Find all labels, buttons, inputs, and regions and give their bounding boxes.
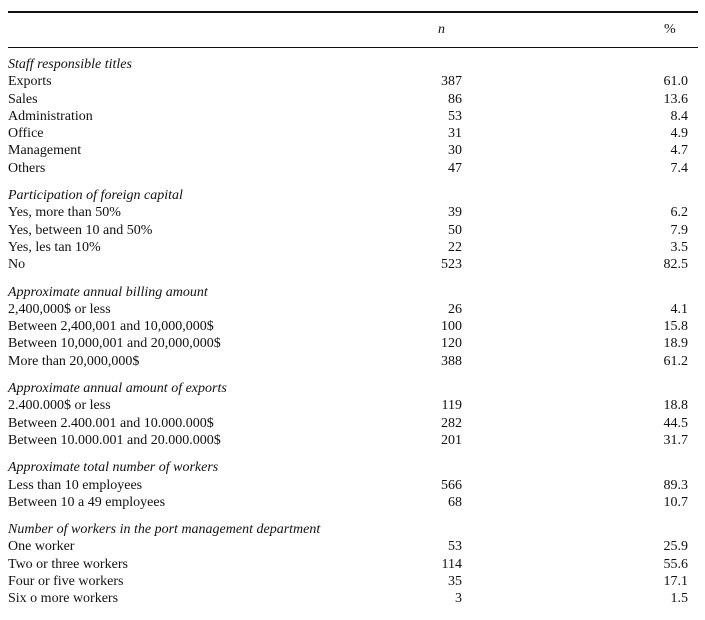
table-row <box>8 573 688 590</box>
table-row <box>8 222 688 239</box>
row-percent: 44.5 <box>663 415 688 431</box>
column-header-n: n <box>438 22 445 37</box>
row-label: Management <box>8 143 82 159</box>
section-title: Approximate total number of workers <box>8 460 219 476</box>
table-row <box>8 318 688 335</box>
table-section <box>8 380 688 449</box>
row-label: Four or five workers <box>8 574 124 590</box>
section-title: Staff responsible titles <box>8 57 132 72</box>
row-percent: 10.7 <box>663 494 688 510</box>
table-section <box>8 187 688 273</box>
row-count: 22 <box>448 239 462 255</box>
row-percent: 1.5 <box>670 591 688 607</box>
row-label: Between 10.000.001 and 20.000.000$ <box>8 432 221 448</box>
row-percent: 17.1 <box>663 574 688 590</box>
row-percent: 31.7 <box>663 432 688 448</box>
table-section <box>8 459 688 511</box>
row-percent: 4.1 <box>670 301 688 317</box>
row-label: Office <box>8 126 44 142</box>
table-row <box>8 91 688 108</box>
row-percent: 61.2 <box>663 353 688 369</box>
table-body <box>8 56 688 618</box>
column-header-percent: % <box>664 22 676 37</box>
row-label: Yes, between 10 and 50% <box>8 222 153 238</box>
row-label: 2,400,000$ or less <box>8 301 111 317</box>
table-row <box>8 477 688 494</box>
row-label: 2.400.000$ or less <box>8 398 111 414</box>
table-section <box>8 521 688 607</box>
row-percent: 7.4 <box>670 160 688 176</box>
row-count: 47 <box>448 160 462 176</box>
row-label: Between 2,400,001 and 10,000,000$ <box>8 319 214 335</box>
table-row <box>8 556 688 573</box>
table-row <box>8 538 688 555</box>
row-count: 201 <box>441 432 462 448</box>
row-label: Between 2.400.001 and 10.000.000$ <box>8 415 214 431</box>
table-row <box>8 160 688 177</box>
row-percent: 4.9 <box>670 126 688 142</box>
row-count: 388 <box>441 353 462 369</box>
row-percent: 55.6 <box>663 556 688 572</box>
table-row <box>8 432 688 449</box>
row-count: 53 <box>448 539 462 555</box>
row-count: 100 <box>441 319 462 335</box>
table-section <box>8 284 688 370</box>
row-percent: 4.7 <box>670 143 688 159</box>
row-count: 68 <box>448 494 462 510</box>
table-header-rule <box>8 47 698 48</box>
row-count: 119 <box>441 398 462 414</box>
row-count: 114 <box>441 556 462 572</box>
row-label: Less than 10 employees <box>8 477 143 493</box>
table-row <box>8 335 688 352</box>
row-count: 86 <box>448 91 462 107</box>
row-count: 35 <box>448 574 462 590</box>
row-count: 282 <box>441 415 462 431</box>
row-count: 50 <box>448 222 462 238</box>
table-row <box>8 415 688 432</box>
row-count: 387 <box>441 74 462 90</box>
section-title: Approximate annual amount of exports <box>8 381 227 397</box>
table-row <box>8 301 688 318</box>
table-row <box>8 590 688 607</box>
table-row <box>8 256 688 273</box>
row-count: 120 <box>441 336 462 352</box>
row-label: More than 20,000,000$ <box>8 353 140 369</box>
row-count: 31 <box>448 126 462 142</box>
row-count: 3 <box>455 591 462 607</box>
table-row <box>8 239 688 256</box>
table-row <box>8 73 688 90</box>
row-label: Administration <box>8 108 93 124</box>
row-count: 523 <box>441 257 462 273</box>
row-percent: 89.3 <box>663 477 688 493</box>
row-percent: 18.8 <box>663 398 688 414</box>
table-row <box>8 494 688 511</box>
section-title: Participation of foreign capital <box>8 188 183 204</box>
row-label: Yes, les tan 10% <box>8 239 101 255</box>
row-count: 26 <box>448 301 462 317</box>
table-row <box>8 142 688 159</box>
row-count: 30 <box>448 143 462 159</box>
row-percent: 6.2 <box>670 205 688 221</box>
row-label: No <box>8 257 26 273</box>
row-percent: 82.5 <box>663 257 688 273</box>
row-label: Two or three workers <box>8 556 128 572</box>
table-row <box>8 397 688 414</box>
row-count: 53 <box>448 108 462 124</box>
row-label: Sales <box>8 91 38 107</box>
section-title: Approximate annual billing amount <box>8 284 208 300</box>
table-row <box>8 125 688 142</box>
table-section <box>8 56 688 177</box>
section-title: Number of workers in the port management department <box>8 522 321 538</box>
row-percent: 61.0 <box>663 74 688 90</box>
table-row <box>8 353 688 370</box>
row-percent: 18.9 <box>663 336 688 352</box>
row-label: One worker <box>8 539 75 555</box>
row-count: 566 <box>441 477 462 493</box>
row-label: Six o more workers <box>8 591 119 607</box>
row-percent: 8.4 <box>670 108 688 124</box>
row-label: Between 10,000,001 and 20,000,000$ <box>8 336 221 352</box>
table-row <box>8 204 688 221</box>
table-top-rule <box>8 11 698 13</box>
row-percent: 13.6 <box>663 91 688 107</box>
row-percent: 3.5 <box>670 239 688 255</box>
table-row <box>8 108 688 125</box>
row-label: Yes, more than 50% <box>8 205 121 221</box>
row-percent: 7.9 <box>670 222 688 238</box>
row-count: 39 <box>448 205 462 221</box>
row-percent: 25.9 <box>663 539 688 555</box>
row-label: Others <box>8 160 46 176</box>
row-label: Between 10 a 49 employees <box>8 494 166 510</box>
row-percent: 15.8 <box>663 319 688 335</box>
row-label: Exports <box>8 74 52 90</box>
